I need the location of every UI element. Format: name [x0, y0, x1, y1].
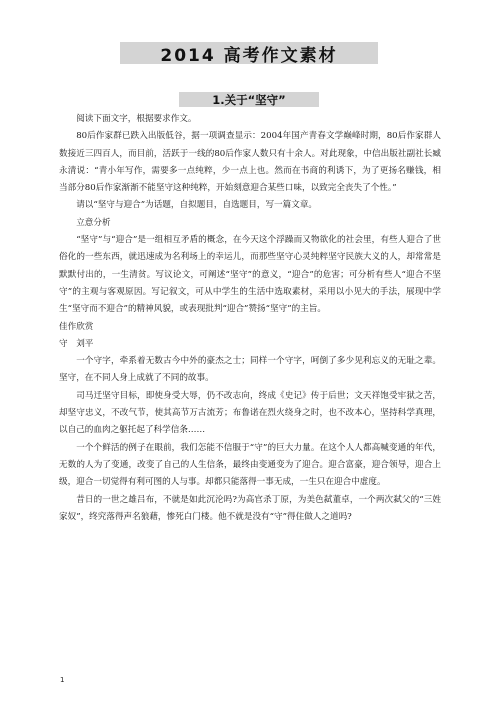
subtitle-banner — [179, 92, 319, 107]
analysis-heading: 立意分析 — [76, 217, 111, 228]
essay-paragraph: 一个个鲜活的例子在眼前，我们怎能不信服于“守”的巨大力量。在这个人人都高喊变通的年代，无数的人为了变通，改变了自己的人生信条，最终由变通变为了迎合。迎合富豪，迎合领导，迎合上级，迎合一切觉得有利可图的人与事。却都只能落得一事无成，一生只在迎合中虚度。 — [59, 442, 441, 488]
essay-paragraph: 昔日的一世之雄吕布，不就是如此沉沦吗?为高官杀丁原，为美色弑董卓，一个两次弑父的“三姓家奴”，终究落得声名狼藉，惨死白门楼。他不就是没有“守”得住做人之道吗? — [59, 494, 441, 522]
document-title: 2014 高考作文素材 — [160, 45, 338, 66]
document-body — [59, 111, 441, 526]
page-number: 1 — [60, 676, 65, 684]
essay-section-heading: 佳作欣赏 — [59, 321, 94, 332]
prompt-requirement: 请以“坚守与迎合”为话题，自拟题目，自选题目，写一篇文章。 — [76, 200, 318, 211]
title-banner — [120, 42, 378, 64]
analysis-paragraph: “坚守”与“迎合”是一组相互矛盾的概念，在今天这个浮躁而又物欲化的社会里，有些人迎合了世俗化的一些东西，就迅速成为名利场上的幸运儿，而那些坚守心灵纯粹坚守民族大义的人，却常常是默默付出的，一生清贫。写议论文，可阐述“坚守”的意义，“迎合”的危害；可分析有些人“迎合不坚守”的主观与客观原因。写记叙文，可从中学生的生活中选取素材，采用以小见大的手法，展现中学生“坚守而不迎合”的精神风貌，或表现批判“迎合”赞扬“坚守”的主旨。 — [59, 235, 441, 315]
essay-title-author: 守 刘平 — [59, 338, 94, 349]
prompt-material: 80后作家群已跌入出版低谷，据一项调查显示：2004年国产青春文学巅峰时期，80后作家群人数接近三四百人，而目前，活跃于一线的80后作家人数只有十余人。对此现象，中信出版社副社长臧永清说：“青小年写作，需要多一点纯粹，少一点上也。然而在书商的利诱下，为了更扬名赚钱，相当部分80后作家渐渐不能坚守这种纯粹，开始刻意迎合某些口味，以致完全丧失了个性。” — [59, 131, 441, 194]
prompt-instruction: 阅读下面文字，根据要求作文。 — [76, 114, 197, 124]
essay-paragraph: 一个守字，牵系着无数古今中外的豪杰之士；同样一个守字，呵倒了多少见利忘义的无耻之辈。坚守，在不同人身上成就了不同的故事。 — [59, 356, 441, 384]
section-heading: 1.关于“坚守” — [212, 92, 286, 107]
essay-paragraph: 司马迁坚守目标，即使身受大辱，仍不改志向，终成《史记》传于后世；文天祥饱受牢狱之苦，却坚守忠义，不改气节，使其高节万古流芳；布鲁诺在烈火绕身之时，也不改本心，坚持科学真理，以自己的血肉之躯托起了科学信条…… — [59, 390, 441, 436]
